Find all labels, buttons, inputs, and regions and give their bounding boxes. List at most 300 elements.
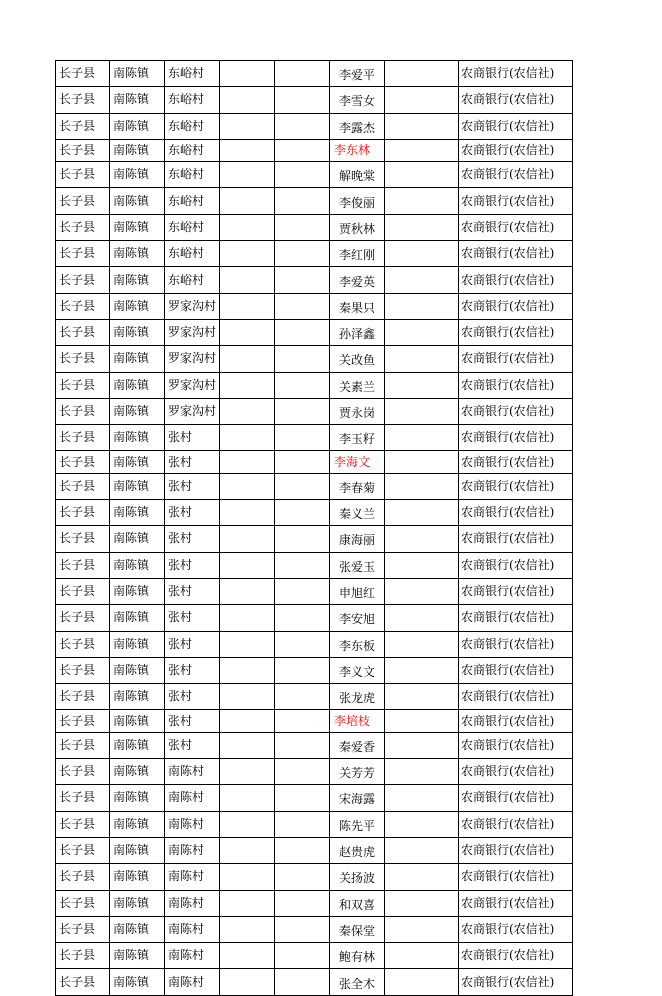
- name-cell: 李露杰: [330, 113, 385, 139]
- town-cell: 南陈镇: [110, 500, 165, 526]
- town-cell: 南陈镇: [110, 241, 165, 267]
- county-cell: 长子县: [56, 785, 110, 811]
- village-cell: 东峪村: [165, 267, 220, 293]
- empty-cell: [385, 319, 459, 345]
- name-cell: 李爱平: [330, 61, 385, 87]
- table-row: [56, 267, 573, 293]
- bank-cell: 农商银行(农信社): [459, 578, 573, 604]
- bank-cell: 农商银行(农信社): [459, 372, 573, 398]
- table-row: [56, 837, 573, 863]
- name-cell: 贾永岗: [330, 398, 385, 424]
- name-cell: 关改鱼: [330, 346, 385, 372]
- table-row: [56, 139, 573, 161]
- town-cell: 南陈镇: [110, 139, 165, 161]
- town-cell: 南陈镇: [110, 943, 165, 969]
- table-row: [56, 605, 573, 631]
- empty-cell: [220, 837, 275, 863]
- empty-cell: [275, 139, 330, 161]
- bank-cell: 农商银行(农信社): [459, 552, 573, 578]
- bank-cell: 农商银行(农信社): [459, 811, 573, 837]
- village-cell: 南陈村: [165, 864, 220, 890]
- bank-cell: 农商银行(农信社): [459, 657, 573, 683]
- empty-cell: [275, 916, 330, 942]
- county-cell: 长子县: [56, 526, 110, 552]
- empty-cell: [220, 241, 275, 267]
- table-row: [56, 319, 573, 345]
- bank-cell: 农商银行(农信社): [459, 890, 573, 916]
- table-row: [56, 87, 573, 113]
- county-cell: 长子县: [56, 188, 110, 214]
- empty-cell: [385, 398, 459, 424]
- bank-cell: 农商银行(农信社): [459, 162, 573, 188]
- empty-cell: [385, 890, 459, 916]
- village-cell: 东峪村: [165, 162, 220, 188]
- empty-cell: [220, 864, 275, 890]
- table-row: [56, 759, 573, 785]
- empty-cell: [275, 552, 330, 578]
- table-row: [56, 188, 573, 214]
- town-cell: 南陈镇: [110, 710, 165, 732]
- town-cell: 南陈镇: [110, 346, 165, 372]
- town-cell: 南陈镇: [110, 785, 165, 811]
- table-row: [56, 61, 573, 87]
- county-cell: 长子县: [56, 473, 110, 499]
- table-row: [56, 451, 573, 473]
- empty-cell: [275, 578, 330, 604]
- county-cell: 长子县: [56, 372, 110, 398]
- empty-cell: [220, 605, 275, 631]
- name-cell: 李红刚: [330, 241, 385, 267]
- bank-cell: 农商银行(农信社): [459, 241, 573, 267]
- bank-cell: 农商银行(农信社): [459, 710, 573, 732]
- empty-cell: [220, 811, 275, 837]
- county-cell: 长子县: [56, 943, 110, 969]
- town-cell: 南陈镇: [110, 87, 165, 113]
- name-cell: 张爱玉: [330, 552, 385, 578]
- village-cell: 张村: [165, 684, 220, 710]
- empty-cell: [220, 710, 275, 732]
- village-cell: 东峪村: [165, 61, 220, 87]
- county-cell: 长子县: [56, 631, 110, 657]
- bank-cell: 农商银行(农信社): [459, 526, 573, 552]
- roster-table: [55, 60, 573, 996]
- town-cell: 南陈镇: [110, 837, 165, 863]
- empty-cell: [385, 372, 459, 398]
- village-cell: 张村: [165, 605, 220, 631]
- bank-cell: 农商银行(农信社): [459, 319, 573, 345]
- table-row: [56, 214, 573, 240]
- village-cell: 张村: [165, 578, 220, 604]
- empty-cell: [220, 87, 275, 113]
- empty-cell: [275, 837, 330, 863]
- empty-cell: [385, 473, 459, 499]
- empty-cell: [275, 732, 330, 758]
- village-cell: 东峪村: [165, 87, 220, 113]
- town-cell: 南陈镇: [110, 864, 165, 890]
- empty-cell: [275, 346, 330, 372]
- town-cell: 南陈镇: [110, 631, 165, 657]
- empty-cell: [385, 578, 459, 604]
- town-cell: 南陈镇: [110, 162, 165, 188]
- empty-cell: [220, 372, 275, 398]
- town-cell: 南陈镇: [110, 759, 165, 785]
- empty-cell: [220, 425, 275, 451]
- county-cell: 长子县: [56, 162, 110, 188]
- bank-cell: 农商银行(农信社): [459, 113, 573, 139]
- empty-cell: [275, 890, 330, 916]
- table-row: [56, 162, 573, 188]
- table-row: [56, 785, 573, 811]
- village-cell: 东峪村: [165, 113, 220, 139]
- town-cell: 南陈镇: [110, 113, 165, 139]
- town-cell: 南陈镇: [110, 293, 165, 319]
- empty-cell: [385, 451, 459, 473]
- table-row: [56, 113, 573, 139]
- village-cell: 东峪村: [165, 139, 220, 161]
- bank-cell: 农商银行(农信社): [459, 732, 573, 758]
- village-cell: 南陈村: [165, 837, 220, 863]
- village-cell: 罗家沟村: [165, 372, 220, 398]
- empty-cell: [220, 113, 275, 139]
- empty-cell: [275, 605, 330, 631]
- bank-cell: 农商银行(农信社): [459, 943, 573, 969]
- bank-cell: 农商银行(农信社): [459, 759, 573, 785]
- name-cell: 李雪女: [330, 87, 385, 113]
- town-cell: 南陈镇: [110, 552, 165, 578]
- empty-cell: [385, 943, 459, 969]
- empty-cell: [220, 552, 275, 578]
- bank-cell: 农商银行(农信社): [459, 398, 573, 424]
- town-cell: 南陈镇: [110, 890, 165, 916]
- town-cell: 南陈镇: [110, 526, 165, 552]
- name-cell: 孙泽鑫: [330, 319, 385, 345]
- county-cell: 长子县: [56, 732, 110, 758]
- bank-cell: 农商银行(农信社): [459, 837, 573, 863]
- village-cell: 张村: [165, 473, 220, 499]
- table-row: [56, 552, 573, 578]
- county-cell: 长子县: [56, 293, 110, 319]
- town-cell: 南陈镇: [110, 969, 165, 995]
- town-cell: 南陈镇: [110, 188, 165, 214]
- empty-cell: [275, 425, 330, 451]
- roster-body: [56, 61, 573, 996]
- table-row: [56, 473, 573, 499]
- village-cell: 罗家沟村: [165, 398, 220, 424]
- bank-cell: 农商银行(农信社): [459, 267, 573, 293]
- village-cell: 南陈村: [165, 811, 220, 837]
- village-cell: 东峪村: [165, 214, 220, 240]
- village-cell: 东峪村: [165, 241, 220, 267]
- county-cell: 长子县: [56, 319, 110, 345]
- town-cell: 南陈镇: [110, 578, 165, 604]
- town-cell: 南陈镇: [110, 732, 165, 758]
- empty-cell: [275, 293, 330, 319]
- bank-cell: 农商银行(农信社): [459, 631, 573, 657]
- county-cell: 长子县: [56, 916, 110, 942]
- name-cell: 张龙虎: [330, 684, 385, 710]
- table-row: [56, 864, 573, 890]
- table-row: [56, 631, 573, 657]
- bank-cell: 农商银行(农信社): [459, 293, 573, 319]
- empty-cell: [385, 811, 459, 837]
- empty-cell: [220, 214, 275, 240]
- village-cell: 张村: [165, 451, 220, 473]
- village-cell: 张村: [165, 631, 220, 657]
- empty-cell: [275, 684, 330, 710]
- table-row: [56, 526, 573, 552]
- village-cell: 张村: [165, 500, 220, 526]
- county-cell: 长子县: [56, 578, 110, 604]
- table-row: [56, 293, 573, 319]
- empty-cell: [275, 473, 330, 499]
- empty-cell: [275, 657, 330, 683]
- table-row: [56, 969, 573, 995]
- name-cell: 关芳芳: [330, 759, 385, 785]
- empty-cell: [385, 785, 459, 811]
- name-cell: 贾秋林: [330, 214, 385, 240]
- town-cell: 南陈镇: [110, 473, 165, 499]
- town-cell: 南陈镇: [110, 214, 165, 240]
- village-cell: 张村: [165, 526, 220, 552]
- county-cell: 长子县: [56, 425, 110, 451]
- county-cell: 长子县: [56, 890, 110, 916]
- empty-cell: [220, 346, 275, 372]
- town-cell: 南陈镇: [110, 451, 165, 473]
- table-row: [56, 916, 573, 942]
- town-cell: 南陈镇: [110, 398, 165, 424]
- name-cell: 赵贵虎: [330, 837, 385, 863]
- empty-cell: [275, 61, 330, 87]
- empty-cell: [220, 319, 275, 345]
- name-cell: 秦保堂: [330, 916, 385, 942]
- name-cell: 李东板: [330, 631, 385, 657]
- empty-cell: [220, 657, 275, 683]
- county-cell: 长子县: [56, 500, 110, 526]
- table-row: [56, 346, 573, 372]
- county-cell: 长子县: [56, 214, 110, 240]
- table-row: [56, 241, 573, 267]
- name-cell: 康海丽: [330, 526, 385, 552]
- empty-cell: [220, 759, 275, 785]
- table-row: [56, 710, 573, 732]
- empty-cell: [385, 526, 459, 552]
- empty-cell: [385, 293, 459, 319]
- empty-cell: [385, 657, 459, 683]
- bank-cell: 农商银行(农信社): [459, 500, 573, 526]
- empty-cell: [275, 267, 330, 293]
- empty-cell: [275, 811, 330, 837]
- name-cell: 李爱英: [330, 267, 385, 293]
- empty-cell: [275, 319, 330, 345]
- empty-cell: [275, 864, 330, 890]
- empty-cell: [275, 785, 330, 811]
- county-cell: 长子县: [56, 864, 110, 890]
- county-cell: 长子县: [56, 552, 110, 578]
- empty-cell: [385, 631, 459, 657]
- empty-cell: [220, 890, 275, 916]
- empty-cell: [385, 267, 459, 293]
- empty-cell: [220, 631, 275, 657]
- village-cell: 罗家沟村: [165, 346, 220, 372]
- bank-cell: 农商银行(农信社): [459, 684, 573, 710]
- name-cell: 秦义兰: [330, 500, 385, 526]
- empty-cell: [385, 684, 459, 710]
- bank-cell: 农商银行(农信社): [459, 451, 573, 473]
- bank-cell: 农商银行(农信社): [459, 785, 573, 811]
- empty-cell: [275, 87, 330, 113]
- empty-cell: [220, 785, 275, 811]
- empty-cell: [275, 398, 330, 424]
- empty-cell: [275, 372, 330, 398]
- bank-cell: 农商银行(农信社): [459, 214, 573, 240]
- county-cell: 长子县: [56, 87, 110, 113]
- empty-cell: [385, 552, 459, 578]
- village-cell: 张村: [165, 732, 220, 758]
- table-row: [56, 425, 573, 451]
- empty-cell: [220, 916, 275, 942]
- village-cell: 东峪村: [165, 188, 220, 214]
- empty-cell: [220, 732, 275, 758]
- empty-cell: [275, 241, 330, 267]
- empty-cell: [275, 188, 330, 214]
- town-cell: 南陈镇: [110, 684, 165, 710]
- town-cell: 南陈镇: [110, 811, 165, 837]
- empty-cell: [275, 162, 330, 188]
- empty-cell: [220, 162, 275, 188]
- village-cell: 张村: [165, 657, 220, 683]
- county-cell: 长子县: [56, 241, 110, 267]
- empty-cell: [275, 451, 330, 473]
- empty-cell: [220, 451, 275, 473]
- empty-cell: [385, 425, 459, 451]
- village-cell: 南陈村: [165, 890, 220, 916]
- empty-cell: [385, 346, 459, 372]
- county-cell: 长子县: [56, 267, 110, 293]
- town-cell: 南陈镇: [110, 425, 165, 451]
- empty-cell: [385, 732, 459, 758]
- empty-cell: [385, 605, 459, 631]
- table-row: [56, 811, 573, 837]
- name-cell: 解晚棠: [330, 162, 385, 188]
- empty-cell: [220, 684, 275, 710]
- empty-cell: [275, 500, 330, 526]
- village-cell: 张村: [165, 552, 220, 578]
- county-cell: 长子县: [56, 61, 110, 87]
- table-row: [56, 398, 573, 424]
- table-row: [56, 500, 573, 526]
- bank-cell: 农商银行(农信社): [459, 139, 573, 161]
- county-cell: 长子县: [56, 837, 110, 863]
- name-cell: 关扬波: [330, 864, 385, 890]
- empty-cell: [220, 267, 275, 293]
- village-cell: 南陈村: [165, 969, 220, 995]
- name-cell: 李安旭: [330, 605, 385, 631]
- name-cell: 关素兰: [330, 372, 385, 398]
- bank-cell: 农商银行(农信社): [459, 916, 573, 942]
- table-row: [56, 732, 573, 758]
- village-cell: 罗家沟村: [165, 293, 220, 319]
- table-row: [56, 657, 573, 683]
- name-cell: 鲍有林: [330, 943, 385, 969]
- empty-cell: [220, 473, 275, 499]
- county-cell: 长子县: [56, 451, 110, 473]
- empty-cell: [385, 241, 459, 267]
- name-cell: 和双喜: [330, 890, 385, 916]
- county-cell: 长子县: [56, 969, 110, 995]
- empty-cell: [220, 500, 275, 526]
- empty-cell: [385, 214, 459, 240]
- county-cell: 长子县: [56, 759, 110, 785]
- empty-cell: [385, 87, 459, 113]
- empty-cell: [385, 139, 459, 161]
- name-cell: 张全木: [330, 969, 385, 995]
- empty-cell: [275, 113, 330, 139]
- empty-cell: [385, 837, 459, 863]
- name-cell: 李春菊: [330, 473, 385, 499]
- village-cell: 南陈村: [165, 759, 220, 785]
- county-cell: 长子县: [56, 113, 110, 139]
- name-cell: 陈先平: [330, 811, 385, 837]
- name-cell: 李培枝: [330, 710, 385, 732]
- empty-cell: [275, 710, 330, 732]
- empty-cell: [220, 526, 275, 552]
- name-cell: 李俊丽: [330, 188, 385, 214]
- empty-cell: [385, 864, 459, 890]
- empty-cell: [220, 293, 275, 319]
- empty-cell: [275, 759, 330, 785]
- name-cell: 秦爱香: [330, 732, 385, 758]
- empty-cell: [275, 943, 330, 969]
- empty-cell: [220, 578, 275, 604]
- empty-cell: [385, 759, 459, 785]
- county-cell: 长子县: [56, 684, 110, 710]
- name-cell: 宋海露: [330, 785, 385, 811]
- town-cell: 南陈镇: [110, 319, 165, 345]
- town-cell: 南陈镇: [110, 916, 165, 942]
- bank-cell: 农商银行(农信社): [459, 473, 573, 499]
- bank-cell: 农商银行(农信社): [459, 969, 573, 995]
- empty-cell: [385, 188, 459, 214]
- empty-cell: [385, 969, 459, 995]
- empty-cell: [385, 710, 459, 732]
- village-cell: 罗家沟村: [165, 319, 220, 345]
- table-row: [56, 943, 573, 969]
- bank-cell: 农商银行(农信社): [459, 346, 573, 372]
- empty-cell: [220, 969, 275, 995]
- empty-cell: [385, 61, 459, 87]
- village-cell: 张村: [165, 710, 220, 732]
- table-row: [56, 578, 573, 604]
- town-cell: 南陈镇: [110, 61, 165, 87]
- bank-cell: 农商银行(农信社): [459, 864, 573, 890]
- village-cell: 南陈村: [165, 785, 220, 811]
- town-cell: 南陈镇: [110, 605, 165, 631]
- empty-cell: [275, 214, 330, 240]
- name-cell: 申旭红: [330, 578, 385, 604]
- table-row: [56, 684, 573, 710]
- bank-cell: 农商银行(农信社): [459, 425, 573, 451]
- name-cell: 李海文: [330, 451, 385, 473]
- empty-cell: [275, 969, 330, 995]
- empty-cell: [385, 916, 459, 942]
- bank-cell: 农商银行(农信社): [459, 61, 573, 87]
- county-cell: 长子县: [56, 398, 110, 424]
- empty-cell: [385, 113, 459, 139]
- county-cell: 长子县: [56, 139, 110, 161]
- name-cell: 李义文: [330, 657, 385, 683]
- bank-cell: 农商银行(农信社): [459, 188, 573, 214]
- county-cell: 长子县: [56, 811, 110, 837]
